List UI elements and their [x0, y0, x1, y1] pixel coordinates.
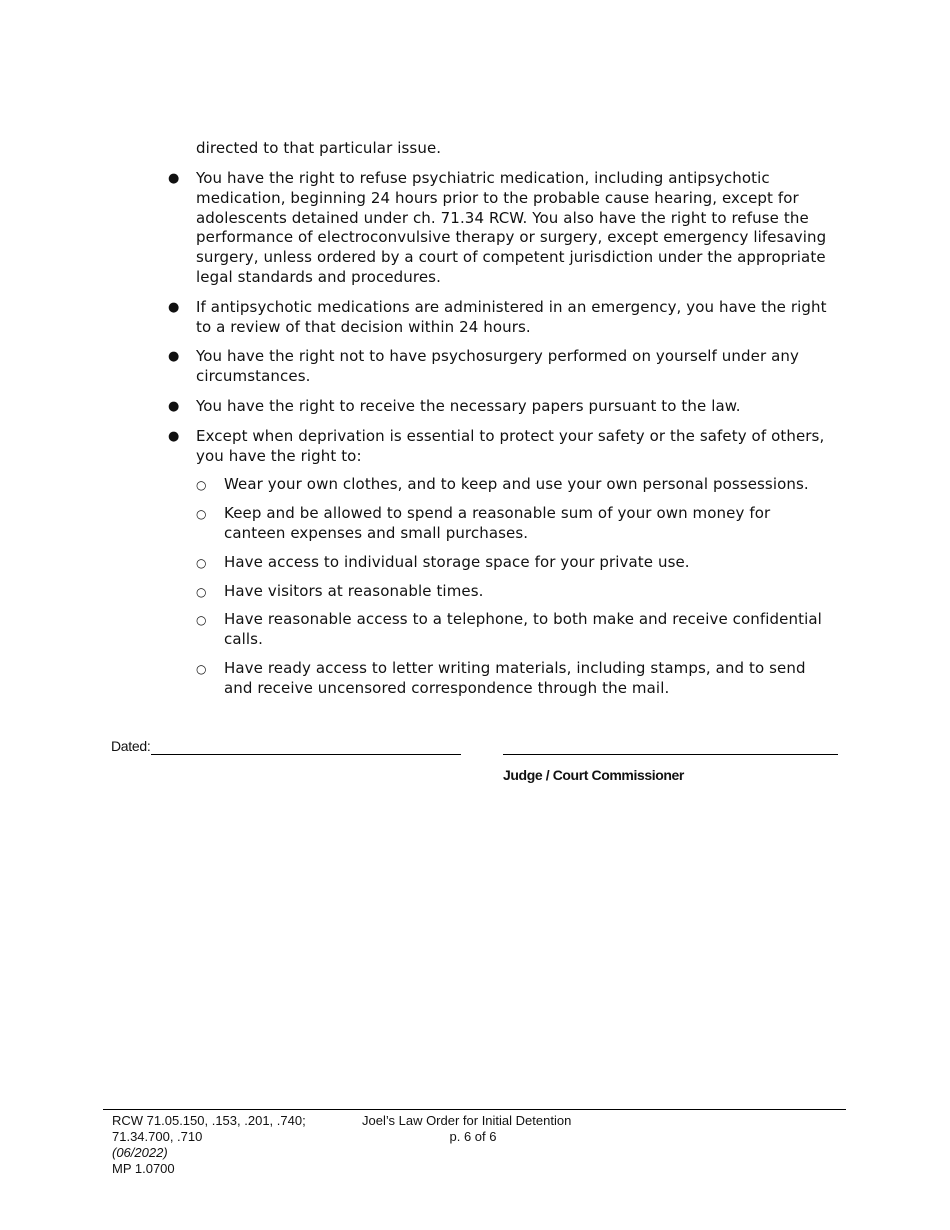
- sub-rights-list: [196, 475, 836, 698]
- dated-field[interactable]: [151, 754, 461, 755]
- bullet-icon: ●: [168, 299, 180, 315]
- rights-item: [0, 298, 836, 338]
- footer-divider: [103, 1109, 846, 1110]
- sub-rights-item-text: Have reasonable access to a telephone, to both make and receive confidential calls.: [224, 610, 822, 649]
- circle-bullet-icon: ○: [196, 478, 207, 493]
- sub-rights-item: [0, 582, 836, 602]
- sub-rights-item: [0, 610, 836, 650]
- circle-bullet-icon: ○: [196, 555, 207, 570]
- sub-rights-item-text: Have ready access to letter writing materials, including stamps, and to send and receive uncensored correspondence through the mail.: [224, 658, 806, 697]
- footer-title-block: [362, 1113, 584, 1145]
- footer-rcw-line2: 71.34.700, .710: [112, 1129, 203, 1144]
- rights-item-text: You have the right to refuse psychiatric medication, including antipsychotic medication, beginning 24 hours prior to the probable cause hearing, except for adolescents detained under ch. 71.34 RCW. You also have the right to refuse the performance of electroconvulsive therapy or surgery, except emergency lifesaving surgery, unless ordered by a court of competent jurisdiction under the appropriate legal standards and procedures.: [196, 169, 827, 286]
- rights-item: [0, 347, 836, 387]
- circle-bullet-icon: ○: [196, 507, 207, 522]
- rights-item-text: If antipsychotic medications are administered in an emergency, you have the right to a review of that decision within 24 hours.: [196, 297, 827, 336]
- bullet-icon: ●: [168, 398, 180, 414]
- sub-rights-item: [0, 553, 836, 573]
- sub-rights-item-text: Keep and be allowed to spend a reasonable sum of your own money for canteen expenses and small purchases.: [224, 504, 771, 542]
- rights-list: [0, 169, 950, 709]
- rights-item-text: You have the right to receive the necessary papers pursuant to the law.: [196, 396, 741, 415]
- dated-label: Dated:: [111, 738, 151, 754]
- sub-rights-item: [0, 659, 836, 699]
- sub-rights-item: [0, 504, 836, 544]
- footer-citation: [112, 1113, 306, 1177]
- footer-rcw-line1: RCW 71.05.150, .153, .201, .740;: [112, 1113, 306, 1128]
- footer-form-number: MP 1.0700: [112, 1161, 175, 1176]
- rights-item-text: You have the right not to have psychosurgery performed on yourself under any circumstances.: [196, 347, 799, 386]
- rights-item: [0, 169, 836, 288]
- circle-bullet-icon: ○: [196, 661, 207, 676]
- sub-rights-item-text: Have access to individual storage space for your private use.: [224, 552, 690, 571]
- signature-block: [0, 736, 950, 796]
- judge-signature-field[interactable]: [503, 754, 838, 755]
- bullet-icon: ●: [168, 428, 180, 444]
- rights-item: [0, 397, 836, 417]
- circle-bullet-icon: ○: [196, 584, 207, 599]
- footer-title: Joel’s Law Order for Initial Detention: [362, 1113, 572, 1128]
- sub-rights-item: [0, 475, 836, 495]
- sub-rights-item-text: Wear your own clothes, and to keep and use your own personal possessions.: [224, 475, 809, 494]
- judge-label: Judge / Court Commissioner: [503, 767, 684, 783]
- bullet-icon: ●: [168, 171, 180, 186]
- rights-item-text: Except when deprivation is essential to protect your safety or the safety of others, you have the right to:: [196, 426, 825, 465]
- bullet-icon: ●: [168, 349, 180, 365]
- rights-item: [0, 427, 836, 699]
- circle-bullet-icon: ○: [196, 613, 207, 628]
- footer-revision: (06/2022): [112, 1145, 168, 1160]
- footer-page-number: p. 6 of 6: [449, 1129, 497, 1144]
- sub-rights-item-text: Have visitors at reasonable times.: [224, 581, 484, 600]
- continuation-text: directed to that particular issue.: [196, 139, 442, 157]
